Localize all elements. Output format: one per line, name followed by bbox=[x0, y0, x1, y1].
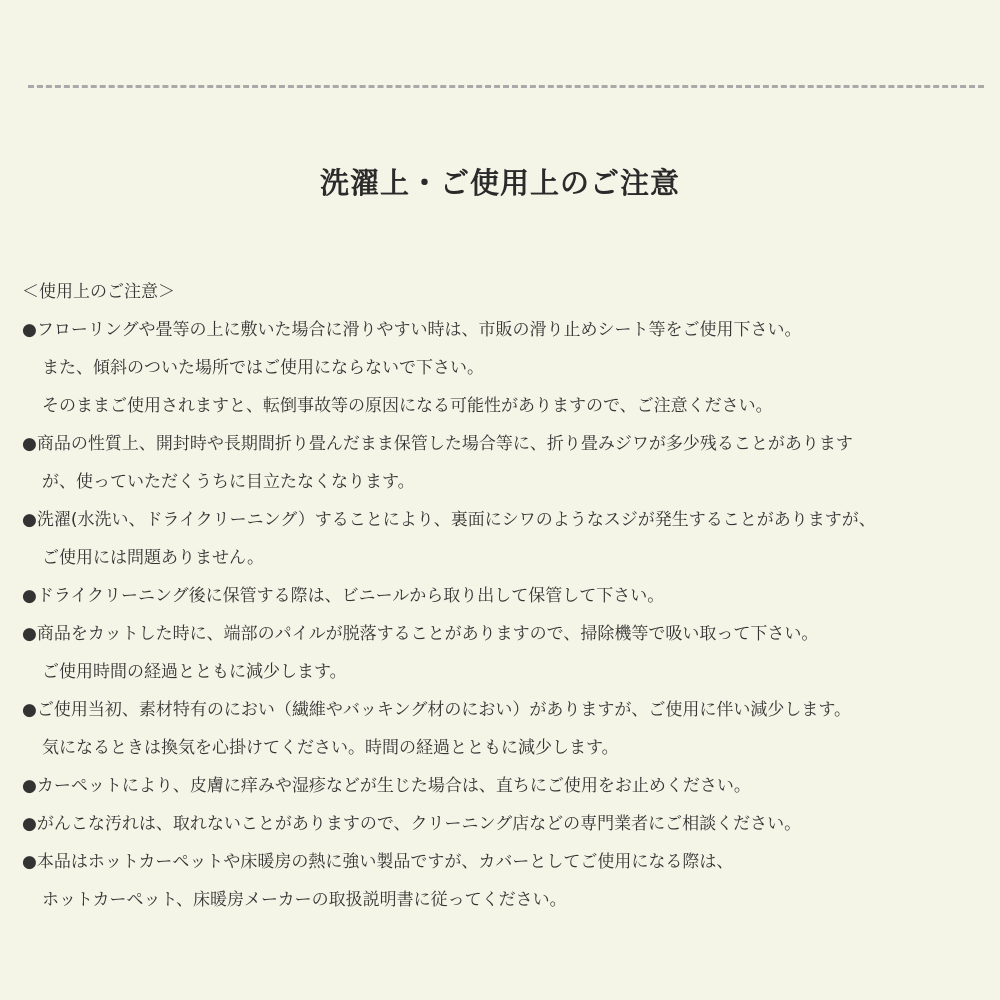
note-item bbox=[22, 311, 982, 425]
note-continuation-text: ご使用には問題ありません。 bbox=[42, 548, 265, 568]
note-text: ●カーペットにより、皮膚に痒みや湿疹などが生じた場合は、直ちにご使用をお止めください。 bbox=[22, 776, 751, 796]
note-text: ●ご使用当初、素材特有のにおい（繊維やバッキング材のにおい）がありますが、ご使用に伴い減少します。 bbox=[22, 700, 851, 720]
note-continuation-text: ホットカーペット、床暖房メーカーの取扱説明書に従ってください。 bbox=[42, 890, 567, 910]
notes-section bbox=[22, 274, 982, 919]
note-item bbox=[22, 805, 982, 843]
note-text: ●洗濯(水洗い、ドライクリーニング）することにより、裏面にシワのようなスジが発生することがありますが、 bbox=[22, 510, 876, 530]
notes-list bbox=[22, 311, 982, 919]
note-text: ●本品はホットカーペットや床暖房の熱に強い製品ですが、カバーとしてご使用になる際は、 bbox=[22, 852, 734, 872]
note-text: ●ドライクリーニング後に保管する際は、ビニールから取り出して保管して下さい。 bbox=[22, 586, 665, 606]
note-text: ●商品をカットした時に、端部のパイルが脱落することがありますので、掃除機等で吸い取って下さい。 bbox=[22, 624, 819, 644]
note-text: ●フローリングや畳等の上に敷いた場合に滑りやすい時は、市販の滑り止めシート等をご使用下さい。 bbox=[22, 320, 802, 340]
note-continuation-text: 気になるときは換気を心掛けてください。時間の経過とともに減少します。 bbox=[42, 738, 619, 758]
note-item bbox=[22, 843, 982, 919]
note-continuation-text: ご使用時間の経過とともに減少します。 bbox=[42, 662, 347, 682]
note-item bbox=[22, 425, 982, 501]
page-title: 洗濯上・ご使用上のご注意 bbox=[319, 166, 680, 200]
note-item bbox=[22, 767, 982, 805]
note-text: ●商品の性質上、開封時や長期間折り畳んだまま保管した場合等に、折り畳みジワが多少残ることがあります bbox=[22, 434, 853, 454]
note-continuation-text: また、傾斜のついた場所ではご使用にならないで下さい。 bbox=[42, 358, 484, 378]
note-item bbox=[22, 501, 982, 577]
section-heading: ＜使用上のご注意＞ bbox=[22, 282, 175, 302]
note-item bbox=[22, 691, 982, 767]
note-continuation-text: が、使っていただくうちに目立たなくなります。 bbox=[42, 472, 415, 492]
dashed-divider bbox=[28, 85, 984, 88]
note-continuation-text: そのままご使用されますと、転倒事故等の原因になる可能性がありますので、ご注意ください。 bbox=[42, 396, 773, 416]
note-item bbox=[22, 577, 982, 615]
note-text: ●がんこな汚れは、取れないことがありますので、クリーニング店などの専門業者にご相談ください。 bbox=[22, 814, 802, 834]
note-item bbox=[22, 615, 982, 691]
